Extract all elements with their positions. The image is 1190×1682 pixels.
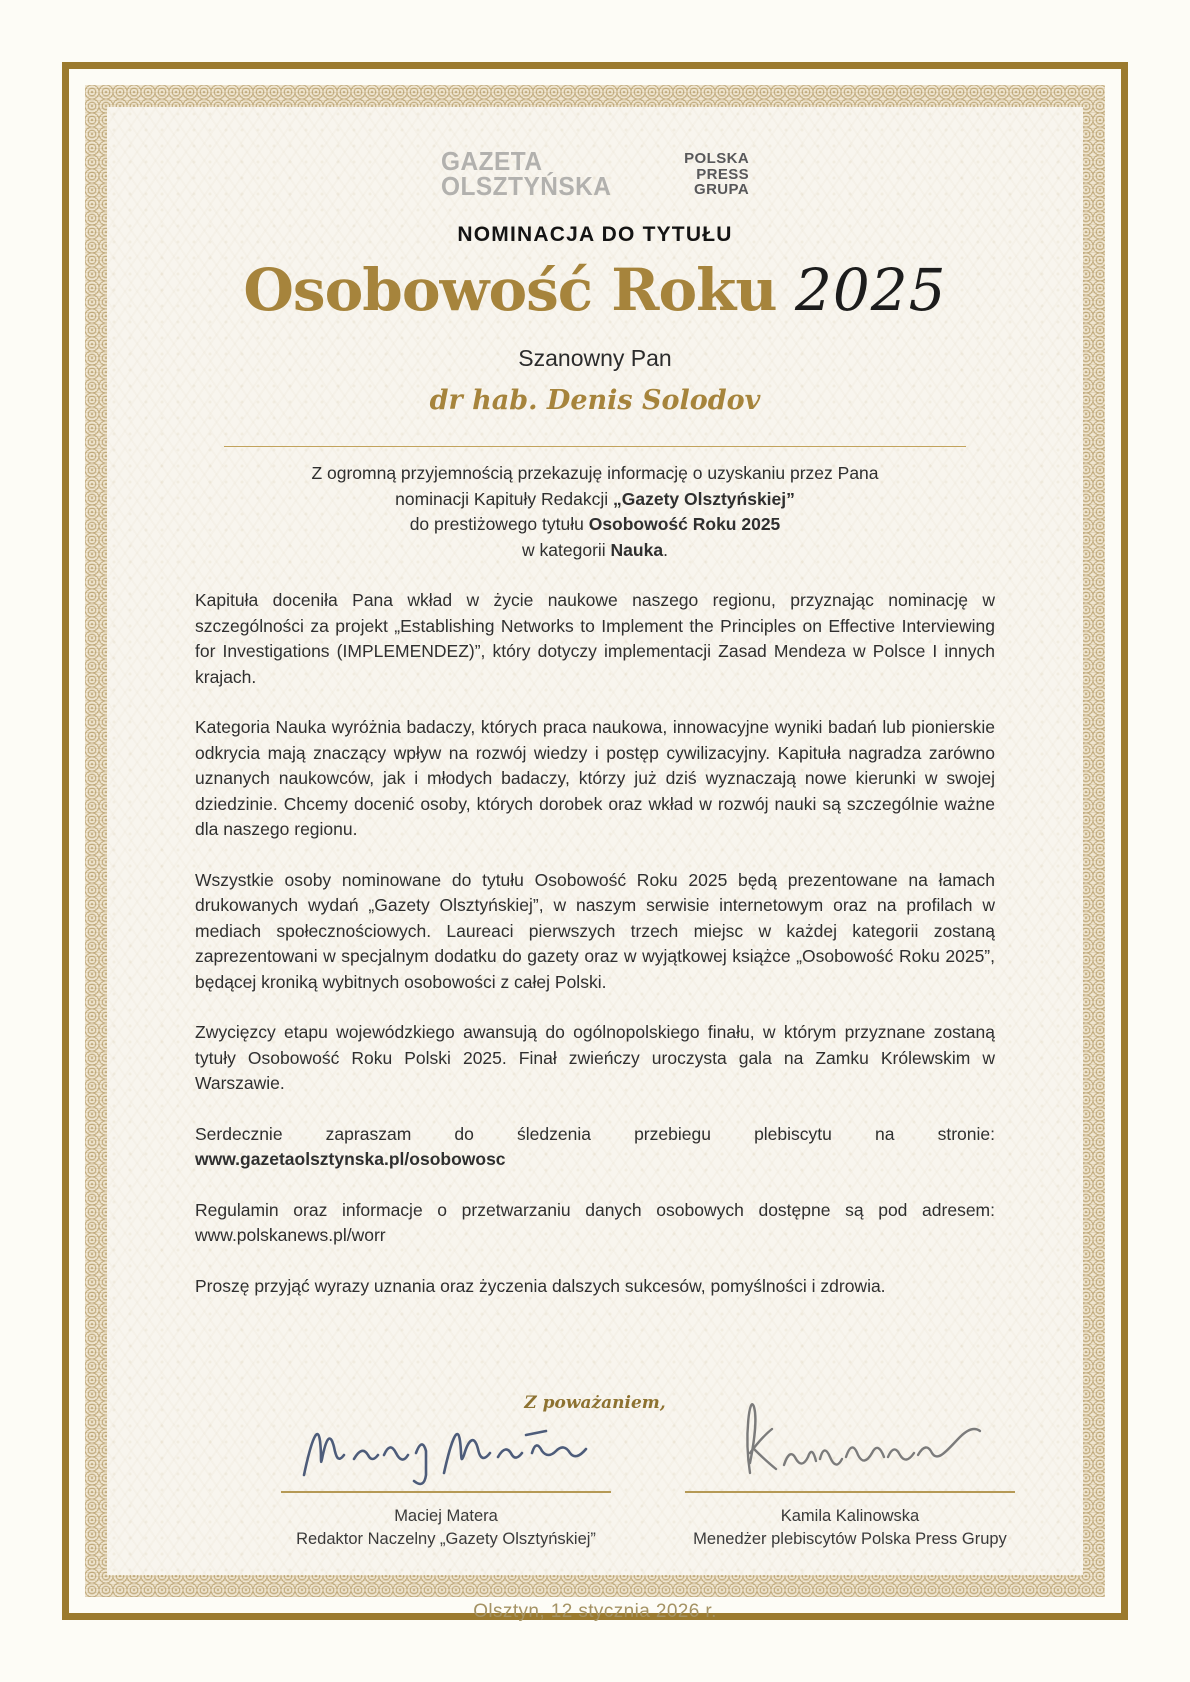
polska-press-grupa-logo	[684, 151, 749, 198]
gazeta-logo-line1: GAZETA	[440, 146, 543, 176]
divider-rule	[224, 446, 966, 447]
intro-block	[195, 461, 995, 563]
signatory-name: Maciej Matera	[394, 1507, 498, 1525]
body-paragraph: Wszystkie osoby nominowane do tytułu Osobowość Roku 2025 będą prezentowane na łamach drukowanych wydań „Gazety Olsztyńskiej”, w naszym serwisie internetowym oraz na profilach w mediach społecznościowych. Laureaci pierwszych trzech miejsc w każdej kategorii zostaną zaprezentowani w specjalnym dodatku do gazety oraz w wyjątkowej książce „Osobowość Roku 2025”, będącej kroniką wybitnych osobowości z całej Polski.	[195, 869, 995, 992]
signatory-title: Redaktor Naczelny „Gazety Olsztyńskiej”	[296, 1530, 596, 1548]
body-paragraph: Kategoria Nauka wyróżnia badaczy, których praca naukowa, innowacyjne wyniki badań lub pionierskie odkrycia mają znaczący wpływ na rozwój wiedzy i postęp cywilizacyjny. Kapituła nagradza zarówno uznanych naukowców, jak i młodych badaczy, którzy już dziś wyznaczają nowe kierunki w swojej dziedzinie. Chcemy docenić osoby, których dorobek oraz wkład w rozwój nauki są szczególnie ważne dla naszego regionu.	[195, 717, 995, 839]
closing-salutation: Z poważaniem,	[524, 1393, 666, 1413]
body-paragraph: Kapituła doceniła Pana wkład w życie naukowe naszego regionu, przyznając nominację w szczególności za projekt „Establishing Networks to Implement the Principles on Effective Interviewing for Investigations (IMPLEMENDEZ)”, który dotyczy implementacji Zasad Mendeza w Polsce I innych krajach.	[195, 590, 995, 687]
gazeta-logo-line2: OLSZTYŃSKA	[440, 171, 612, 201]
intro-line: Z ogromną przyjemnością przekazuję informację o uzyskaniu przez Pana	[311, 463, 879, 483]
place-and-date: Olsztyn, 12 stycznia 2026 r.	[473, 1601, 717, 1622]
body-paragraph: Zwycięzcy etapu wojewódzkiego awansują do ogólnopolskiego finału, w którym przyznane zostaną tytuły Osobowość Roku Polski 2025. Finał zwieńczy uroczysta gala na Zamku Królewskim w Warszawie.	[195, 1022, 995, 1093]
guilloche-border-band	[85, 85, 1105, 1622]
signature-block-left	[276, 1419, 616, 1549]
signature-block-right	[680, 1419, 1020, 1549]
body-paragraph-wishes: Proszę przyjąć wyrazy uznania oraz życzenia dalszych sukcesów, pomyślności i zdrowia.	[195, 1275, 886, 1296]
certificate-body	[107, 107, 1083, 1622]
signature-row	[276, 1419, 1007, 1549]
body-paragraph-regulations: Regulamin oraz informacje o przetwarzaniu danych osobowych dostępne są pod adresem: www.polskanews.pl/worr	[195, 1199, 995, 1245]
gazeta-olsztynska-logo	[440, 146, 612, 201]
intro-line: nominacji Kapituły Redakcji „Gazety Olsztyńskiej”	[395, 488, 795, 509]
polska-press-logo-line2: PRESS	[696, 165, 750, 183]
award-title-year: 2025	[794, 256, 947, 324]
intro-line: w kategorii Nauka.	[522, 539, 668, 560]
body-paragraph-website: Serdecznie zapraszam do śledzenia przebiegu plebiscytu na stronie: www.gazetaolsztynska.pl/osobowosc	[195, 1123, 995, 1169]
signatory-name: Kamila Kalinowska	[780, 1507, 920, 1525]
kicker-nomination-title: NOMINACJA DO TYTUŁU	[457, 223, 733, 246]
signature-maciej-image	[276, 1419, 616, 1491]
signatory-title: Menedżer plebiscytów Polska Press Grupy	[693, 1530, 1007, 1548]
salutation: Szanowny Pan	[518, 345, 672, 371]
gold-frame	[62, 62, 1128, 1620]
header-logos	[195, 146, 995, 201]
award-title-main: Osobowość Roku	[243, 256, 777, 324]
polska-press-logo-line1: POLSKA	[684, 150, 750, 167]
signature-kamila-image	[680, 1419, 1020, 1491]
recipient-name: dr hab. Denis Solodov	[429, 385, 761, 416]
award-title	[195, 257, 995, 323]
intro-line: do prestiżowego tytułu Osobowość Roku 2025	[409, 514, 781, 534]
polska-press-logo-line3: GRUPA	[694, 181, 750, 198]
